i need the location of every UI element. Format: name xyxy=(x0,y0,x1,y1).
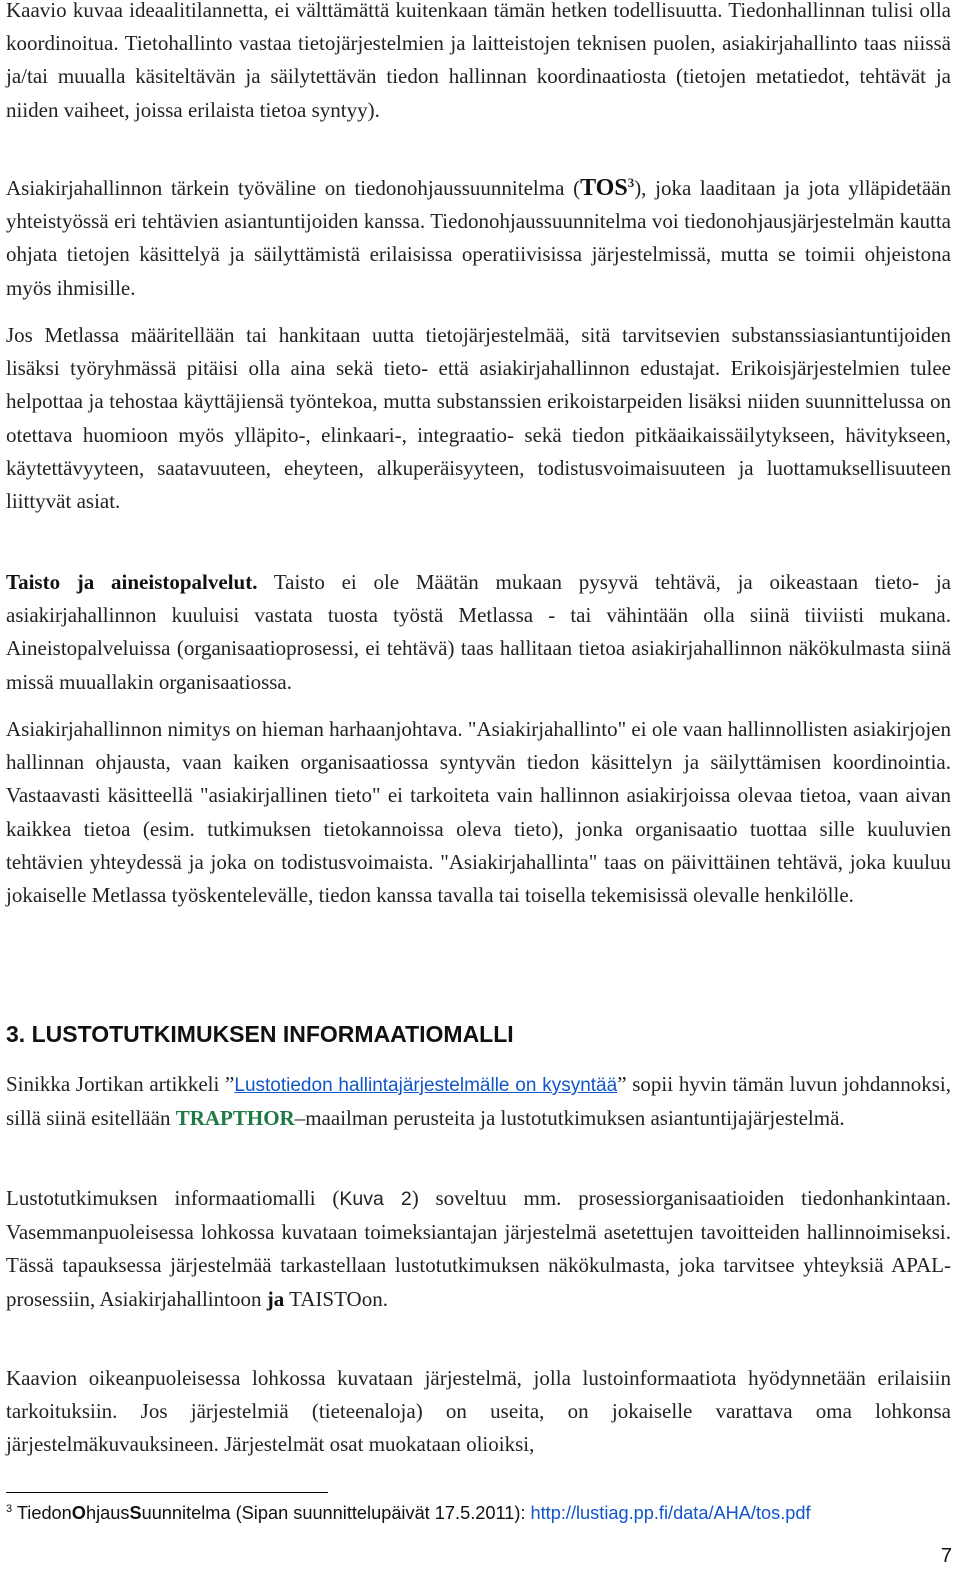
trapthor-name: TRAPTHOR xyxy=(175,1106,295,1131)
taisto-text: Taisto ei ole Määtän mukaan pysyvä tehtävä, ja oikeastaan tieto- ja asiakirjahallinnon kuuluisi vastata tuosta työstä Metlassa - tai vähintään olla siinä tiiviisti mukana. Aineistopalveluissa (organisaatioprosessi, ei tehtävä) taas hallitaan tietoa asiakirjahallinnon näkökulmasta siinä missä muuallakin organisaatiossa. xyxy=(6,570,952,694)
paragraph-information-model xyxy=(6,1182,951,1316)
paragraph-jortikka xyxy=(6,1068,951,1135)
footnote xyxy=(6,1503,811,1524)
model-text-pre: Lustotutkimuksen informaatiomalli ( xyxy=(6,1186,340,1210)
footnote-divider xyxy=(6,1492,328,1493)
paragraph-naming: Asiakirjahallinnon nimitys on hieman harhaanjohtava. "Asiakirjahallinto" ei ole vaan hallinnollisten asiakirjojen hallinnan ohjausta, vaan kaiken organisaatiossa syntyvän tiedon käsittelyn ja säilyttämisen koordinointia. Vastaavasti käsitteellä "asiakirjallinen tieto" ei tarkoiteta vain hallinnon asiakirjoissa olevaa tietoa, vaan aivan kaikkea tietoa (esim. tutkimuksen tietokannoissa oleva tieto), jonka organisaatio tuottaa sille kuuluvien tehtävien yhteydessä ja joka on todistusvoimaista. "Asiakirjahallinta" taas on päivittäinen tehtävä, joka kuuluu jokaiselle Metlassa työskentelevälle, tiedon kanssa tavalla tai toisella tekemisissä olevalle henkilölle. xyxy=(6,717,951,908)
paragraph-ideal-situation: Kaavio kuvaa ideaalitilannetta, ei välttämättä kuitenkaan tämän hetken todellisuutta. Tiedonhallinnan tulisi olla koordinoitua. Tietohallinto vastaa tietojärjestelmien ja laitteistojen teknisen puolen, asiakirjahallinto taas niissä ja/tai muualla käsiteltävän ja säilytettävän tiedon hallinnan koordinaatiosta (tietojen metatiedot, tehtävät ja niiden vaiheet, joissa erilaista tietoa syntyy). xyxy=(6,0,951,122)
footnote-text-3: uunnitelma (Sipan suunnittelupäivät 17.5.2011): xyxy=(141,1503,531,1523)
article-link[interactable]: Lustotiedon hallintajärjestelmälle on kysyntää xyxy=(234,1075,618,1096)
model-text-mid: ) soveltuu mm. prosessiorganisaatioiden tiedonhankintaan. Vasemmanpuoleisessa lohkossa kuvataan toimeksiantajan järjestelmä asetettujen tavoitteiden hallinnoimiseksi. Tässä tapauksessa järjestelmää tarkastellaan lustotutkimuksen näkökulmasta, joka tarvitsee yhteyksiä APAL-prosessiin, Asiakirjahallintoon xyxy=(6,1186,951,1311)
tos-text-pre: Asiakirjahallinnon tärkein työväline on tiedonohjaussuunnitelma ( xyxy=(6,176,581,200)
footnote-ref-3[interactable]: 3 xyxy=(627,175,635,190)
footnote-url-link[interactable]: http://lustiag.pp.fi/data/AHA/tos.pdf xyxy=(530,1503,811,1523)
footnote-text-1: Tiedon xyxy=(12,1503,72,1523)
model-text-post: TAISTOon. xyxy=(284,1286,388,1311)
section-heading: 3. LUSTOTUTKIMUKSEN INFORMAATIOMALLI xyxy=(6,1021,514,1047)
footnote-number: 3 xyxy=(6,1502,13,1515)
jortikka-text-pre: Sinikka Jortikan artikkeli ” xyxy=(6,1072,235,1096)
figure-reference[interactable]: Kuva 2 xyxy=(339,1188,412,1210)
taisto-bold-lead: Taisto ja aineistopalvelut. xyxy=(6,570,258,594)
paragraph-tos xyxy=(6,172,951,305)
model-text-ja: ja xyxy=(266,1286,285,1311)
jortikka-text-post: –maailman perusteita ja lustotutkimuksen asiantuntijajärjestelmä. xyxy=(294,1106,845,1131)
footnote-bold-o: O xyxy=(71,1503,86,1523)
paragraph-right-block: Kaavion oikeanpuoleisessa lohkossa kuvataan järjestelmä, jolla lustoinformaatiota hyödynnetään erilaisiin tarkoituksiin. Jos järjestelmiä (tieteenaloja) on useita, on jokaiselle varattava oma lohkonsa järjestelmäkuvauksineen. Järjestelmät osat muokataan olioiksi, xyxy=(6,1366,951,1457)
paragraph-taisto xyxy=(6,566,951,699)
jortikka-text-mid: ” sopii hyvin tämän luvun johdannoksi, sillä siinä esitellään xyxy=(6,1072,952,1131)
footnote-text-2: hjaus xyxy=(85,1503,130,1523)
paragraph-new-systems: Jos Metlassa määritellään tai hankitaan uutta tietojärjestelmää, sitä tarvitsevien substanssiasiantuntijoiden lisäksi työryhmässä pitäisi olla aina sekä tieto- että asiakirjahallinnon edustajat. Erikoisjärjestelmien tulee helpottaa ja tehostaa käyttäjiensä työntekoa, mutta substanssien erikoistarpeiden lisäksi niiden suunnittelussa on otettava huomioon myös ylläpito-, elinkaari-, integraatio- sekä tiedon pitkäaikaissäilytykseen, hävitykseen, käytettävyyteen, saatavuuteen, eheyteen, alkuperäisyyteen, todistusvoimaisuuteen ja luottamuksellisuuteen liittyvät asiat. xyxy=(6,323,951,514)
tos-acronym: TOS xyxy=(580,175,628,201)
footnote-bold-s: S xyxy=(129,1503,142,1523)
tos-text-post: ), joka laaditaan ja jota ylläpidetään yhteistyössä eri tehtävien asiantuntijoiden kanssa. Tiedonohjaussuunnitelma voi tiedonohjausjärjestelmän kautta ohjata tietojen käsittelyä ja säilyttämistä erilaisissa operatiivisissa järjestelmissä, mutta se toimii ohjeistona myös ihmisille. xyxy=(6,176,952,300)
page-number: 7 xyxy=(940,1545,952,1567)
